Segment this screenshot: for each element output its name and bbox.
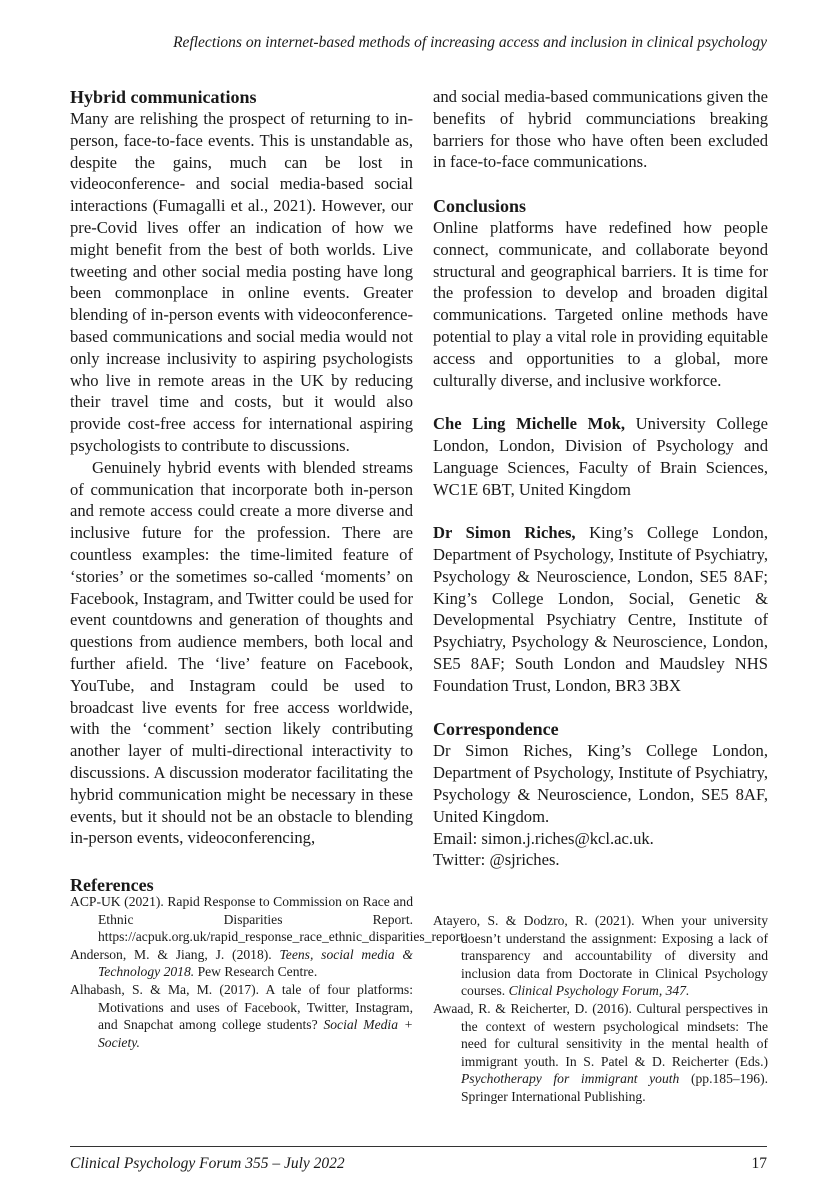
ref-text: Anderson, M. & Jiang, J. (2018). xyxy=(70,946,280,962)
references-left xyxy=(70,893,468,1051)
ref-text: Awaad, R. & Reicherter, D. (2016). Cultural perspectives in the context of western psychological mindsets: The need for cultural sensitivity in the mental health of immigrant youth. In S. Patel & D. Reicherter (Eds.) xyxy=(433,1000,768,1069)
body-paragraph: and social media-based communications given the benefits of hybrid communciations breaking barriers for those who have often been excluded in face-to-face communications. xyxy=(433,87,768,172)
author-block xyxy=(433,413,768,500)
body-paragraph: Many are relishing the prospect of returning to in-person, face-to-face events. This is unstandable as, despite the gains, much can be lost in videoconference- and social media-based social interactions (Fumagalli et al., 2021). However, our pre-Covid lives offer an indication of how we might benefit from the best of both worlds. Live tweeting and other social media posting have long been commonplace in online events. Greater blending of in-person events with videoconference-based communications and social media would not only increase inclusivity to aspiring psychologists who live in remote areas in the UK by reducing their travel time and costs, but it would also provide cost-free access for international aspiring psychologists to contribute to discussions. xyxy=(70,109,413,455)
footer-divider xyxy=(70,1146,767,1147)
ref-text: ACP-UK (2021). Rapid Response to Commission on Race and Ethnic Disparities Report. https://acpuk.org.uk/rapid_response_race_ethnic_disparities_report. xyxy=(70,894,468,945)
correspondence-address: Dr Simon Riches, King’s College London, Department of Psychology, Institute of Psychiatry, Psychology & Neuroscience, London, SE5 8AF, United Kingdom. xyxy=(433,741,768,826)
correspondence-email[interactable]: Email: simon.j.riches@kcl.ac.uk. xyxy=(433,828,654,848)
running-header: Reflections on internet-based methods of increasing access and inclusion in clinical psychology xyxy=(173,34,767,51)
right-column xyxy=(433,86,768,871)
page-footer xyxy=(70,1155,767,1173)
ref-text: Alhabash, S. & Ma, M. (2017). A tale of four platforms: Motivations and uses of Facebook, Twitter, Instagram, and Snapchat among college students? xyxy=(70,981,413,1033)
hybrid-heading: Hybrid communications xyxy=(70,87,257,107)
conclusions-paragraph: Online platforms have redefined how people connect, communicate, and collaborate beyond structural and geographical barriers. It is time for the profession to develop and broaden digital communications. Targeted online methods have potential to play a vital role in providing equitable access and opportunities to a global, more culturally diverse, and inclusive workforce. xyxy=(433,217,768,390)
ref-italic: Psychotherapy for immigrant youth xyxy=(461,1071,680,1087)
reference-item xyxy=(70,893,468,946)
left-column xyxy=(70,86,413,849)
author-block xyxy=(433,522,768,696)
conclusions-heading: Conclusions xyxy=(433,195,527,216)
references-right xyxy=(433,912,768,1106)
author-affiliation: King’s College London, Department of Psychology, Institute of Psychiatry, Psychology & Neuroscience, London, SE5 8AF; King’s College London, Social, Genetic & Developmental Psychiatry Centre, Institute of Psychiatry, Psychology & Neuroscience, London, SE5 8AF; South London and Maudsley NHS Foundation Trust, London, BR3 3BX xyxy=(433,523,768,695)
ref-text: Pew Research Centre. xyxy=(194,964,318,980)
correspondence-heading: Correspondence xyxy=(433,719,559,740)
author-affiliation: University College London, London, Division of Psychology and Language Sciences, Faculty of Brain Sciences, WC1E 6BT, United Kingdom xyxy=(433,414,768,499)
ref-italic: Clinical Psychology Forum, 347. xyxy=(508,983,690,999)
reference-item xyxy=(70,946,413,981)
page-number: 17 xyxy=(751,1155,767,1172)
body-paragraph: Genuinely hybrid events with blended streams of communication that incorporate both in-person and remote access could create a more diverse and inclusive future for the profession. There are countless examples: the time-limited feature of ‘stories’ or the sometimes so-called ‘moments’ on Facebook, Instagram, and Twitter could be used for event countdowns and generation of thoughts and questions from audience members, both local and further afield. The ‘live’ feature on Facebook, YouTube, and Instagram could be used to broadcast live events for free access worldwide, with the ‘comment’ section likely contributing another layer of multi-directional interactivity to discussions. A discussion moderator facilitating the hybrid communication might be necessary in these events, but it should not be an obstacle to blending in-person events, videoconferencing, xyxy=(70,457,413,848)
journal-issue: Clinical Psychology Forum 355 – July 2022 xyxy=(70,1155,345,1172)
reference-item xyxy=(433,1000,768,1106)
author-name: Dr Simon Riches, xyxy=(433,523,576,543)
ref-text: Atayero, S. & Dodzro, R. (2021). When your university doesn’t understand the assignment: Exposing a lack of transparency and accountability of diversity and inclusion data from Doctorate in Clinical Psychology courses. xyxy=(433,913,768,999)
ref-text: (pp.185–196). Springer International Publishing. xyxy=(461,1071,769,1104)
reference-item xyxy=(433,912,768,1000)
ref-italic: Social Media + Society. xyxy=(98,1017,413,1050)
ref-italic: Teens, social media & Technology 2018. xyxy=(98,946,414,980)
correspondence-twitter[interactable]: Twitter: @sjriches. xyxy=(433,850,560,870)
references-heading: References xyxy=(70,875,154,895)
reference-item xyxy=(70,981,413,1051)
author-name: Che Ling Michelle Mok, xyxy=(433,414,625,434)
